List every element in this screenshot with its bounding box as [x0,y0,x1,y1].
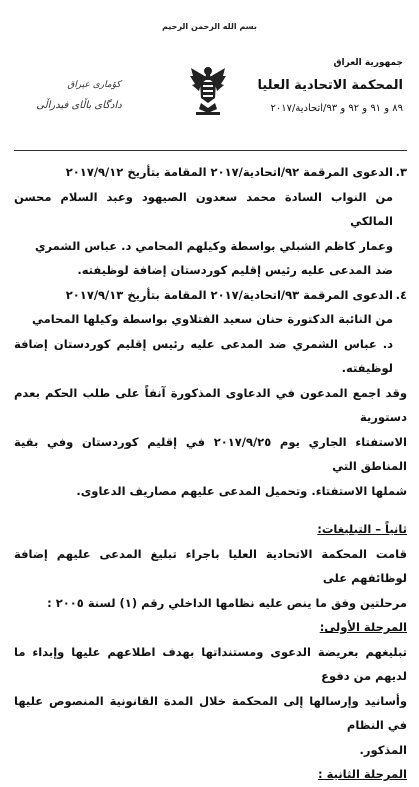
case-item-4 [14,283,407,308]
case-item-3 [14,160,407,185]
item-number: ٣. [395,165,407,179]
text-line: من النواب السادة محمد سعدون الصيهود وعبد السلام محسن المالكي [14,189,393,228]
summary-line: وقد اجمع المدعون في الدعاوى المذكورة آنفاً على طلب الحكم بعدم دستورية [14,385,407,424]
court-name: المحكمة الاتحادية العليا [257,78,403,93]
iraq-eagle-emblem-icon [189,64,227,116]
header-divider [14,150,407,151]
stage-1-heading: المرحلة الأولى: [319,620,407,634]
text-line: المذكور. [359,742,407,757]
text-line: الدعوى المرقمة ٩٢/اتحادية/٢٠١٧ المقامة بتأريخ ٢٠١٧/٩/١٢ [65,165,393,179]
court-header-arabic [253,58,403,114]
text-line: د. عباس الشمري ضد المدعى عليه رئيس إقليم كوردستان إضافة لوظيفته. [14,336,393,375]
basmala: بسم الله الرحمن الرحيم [162,22,257,31]
stage-2-heading: المرحلة الثانية : [318,767,407,781]
kurdish-court-name: دادگای باڵای فیدراڵی [36,100,122,111]
document-body [14,160,407,787]
kurdish-country-name: كۆماری عیراق [67,80,121,90]
text-line: قامت المحكمة الاتحادية العليا باجراء تبليغ المدعى عليهم إضافة لوظائفهم على [14,546,407,585]
item-number: ٤. [395,287,407,302]
text-line: من النائبة الدكتورة حنان سعيد الفتلاوي بواسطة وكيلها المحامي [32,312,393,326]
court-header-kurdish [14,80,144,111]
text-line: وأسانيد وإرسالها إلى المحكمة خلال المدة القانونية المنصوص عليها في النظام [14,693,407,732]
text-line: تبليغهم بعريضة الدعوى ومستنداتها بهدف اطلاعهم عليها وإبداء ما لديهم من دفوع [14,644,407,683]
text-line: وعمار كاظم الشبلي بواسطة وكيلهم المحامي د. عباس الشمري [34,238,393,253]
country-name: جمهورية العراق [333,58,403,68]
text-line: الدعوى المرقمة ٩٣/اتحادية/٢٠١٧ المقامة بتأريخ ٢٠١٧/٩/١٣ [65,287,393,302]
text-line: مرحلتين وفق ما ينص عليه نظامها الداخلي رقم (١) لسنة ٢٠٠٥ : [47,595,407,610]
summary-line: الاستفتاء الجاري يوم ٢٠١٧/٩/٢٥ في إقليم كوردستان وفي بقية المناطق التي [14,434,407,473]
text-line: ضد المدعى عليه رئيس إقليم كوردستان إضافة لوظيفته. [77,263,393,277]
case-references: ٨٩ و ٩١ و ٩٢ و ٩٣/اتحادية/٢٠١٧ [270,103,403,114]
section-heading-notifications: ثانياً – التبليغات: [317,522,407,536]
summary-line: شملها الاستفتاء. وتحميل المدعى عليهم مصاريف الدعاوى. [76,483,407,498]
